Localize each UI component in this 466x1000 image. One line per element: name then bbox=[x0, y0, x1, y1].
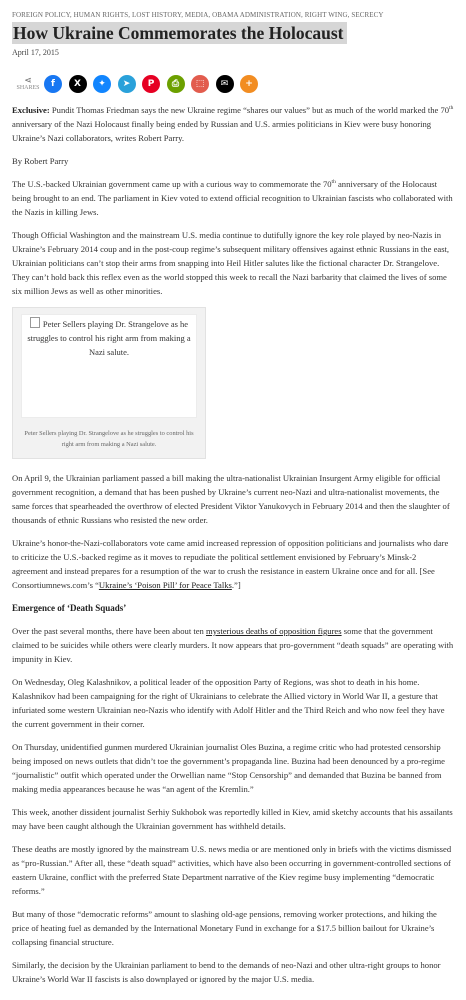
page-title: How Ukraine Commemorates the Holocaust bbox=[12, 22, 347, 44]
pdf-icon: ⬚ bbox=[195, 79, 205, 89]
paragraph: This week, another dissident journalist Serhiy Sukhobok was reportedly killed in Kiev, amid sketchy accounts that his assailants may have been caught although the Ukrainian government has withheld details. bbox=[12, 807, 453, 831]
broken-image-icon bbox=[30, 317, 40, 328]
mysterious-deaths-link[interactable]: mysterious deaths of opposition figures bbox=[206, 626, 342, 636]
share-pdf-button[interactable] bbox=[191, 75, 209, 93]
paragraph bbox=[12, 536, 454, 592]
intro-text-2: anniversary of the Nazi Holocaust finally being ended by Russian and U.S. armies politicians in Kiev were busy honoring Ukraine’s Nazi collaborators, writes Robert Parry. bbox=[12, 119, 432, 143]
email-icon: ✉ bbox=[220, 79, 229, 89]
paragraph: But many of those “democratic reforms” amount to slashing old-age pensions, removing worker protections, and hiking the price of heating fuel as demanded by the International Monetary Fund in exchange for a $17.5 billion bailout for Ukraine’s collapsing financial structure. bbox=[12, 909, 437, 947]
share-label: SHARES bbox=[16, 85, 40, 91]
category-tag-link[interactable]: HUMAN RIGHTS bbox=[73, 11, 129, 19]
category-tag-link[interactable]: MEDIA bbox=[184, 11, 209, 19]
category-tag-link[interactable]: SECRECY bbox=[351, 11, 384, 19]
x-icon: X bbox=[74, 79, 81, 89]
article-body bbox=[12, 103, 454, 986]
intro-paragraph bbox=[12, 103, 454, 145]
poison-pill-link[interactable]: Ukraine’s ‘Poison Pill’ for Peace Talks bbox=[98, 580, 232, 590]
category-tag-link[interactable]: OBAMA ADMINISTRATION bbox=[212, 11, 302, 19]
tag-separator: , bbox=[347, 11, 352, 19]
paragraph: Similarly, the decision by the Ukrainian parliament to bend to the demands of neo-Nazi and other ultra-right groups to honor Ukraine’s World War II fascists is also downplayed or ignored by the major U.S. media. bbox=[12, 960, 441, 984]
paragraph-text: Over the past several months, there have been about ten bbox=[12, 626, 207, 636]
image-caption: Peter Sellers playing Dr. Strangelove as he struggles to control his right arm from making a Nazi salute. bbox=[24, 430, 194, 448]
share-bar bbox=[12, 71, 454, 97]
telegram-icon: ➤ bbox=[122, 79, 131, 89]
more-icon: + bbox=[245, 79, 253, 89]
paragraph-text: .”] bbox=[231, 580, 241, 590]
paragraph bbox=[12, 177, 454, 219]
byline: By Robert Parry bbox=[12, 156, 69, 166]
share-buttons bbox=[44, 75, 265, 93]
share-count bbox=[12, 76, 44, 92]
share-more-button[interactable] bbox=[240, 75, 258, 93]
print-icon: ⎙ bbox=[171, 79, 180, 89]
tag-separator: , bbox=[69, 11, 74, 19]
paragraph-text: The U.S.-backed Ukrainian government came up with a curious way to commemorate the 70 bbox=[12, 179, 332, 189]
tag-separator: , bbox=[208, 11, 213, 19]
superscript: th bbox=[449, 105, 454, 112]
category-tags bbox=[12, 10, 454, 20]
paragraph bbox=[12, 624, 454, 666]
intro-text: Pundit Thomas Friedman says the new Ukraine regime “shares our values” but as much of the world marked the 70 bbox=[49, 105, 450, 115]
paragraph: On Wednesday, Oleg Kalashnikov, a political leader of the opposition Party of Regions, was shot to death in his home. Kalashnikov had been campaigning for the right of Ukrainians to celebrate the Allied victory in World War II, a gesture that infuriated some western Ukrainian neo-Nazis who identify with Adolf Hitler and the Third Reich and who now feel they have the current government in their corner. bbox=[12, 677, 445, 729]
facebook-icon: f bbox=[51, 79, 55, 89]
share-facebook-button[interactable] bbox=[44, 75, 62, 93]
superscript: th bbox=[331, 179, 336, 186]
tag-separator: , bbox=[128, 11, 132, 19]
share-telegram-button[interactable] bbox=[118, 75, 136, 93]
share-x-button[interactable] bbox=[69, 75, 87, 93]
share-email-button[interactable] bbox=[216, 75, 234, 93]
share-print-button[interactable] bbox=[167, 75, 185, 93]
paragraph-text: Ukraine’s honor-the-Nazi-collaborators vote came amid increased repression of opposition politicians and journalists who dare to criticize the U.S.-backed regime as it moves to repudiate the political settlement envisioned by February’s Minsk-2 agreement and instead prepares for a resumption of the war to crush the resistance in eastern Ukraine once and for all. [See Consortiumnews.com’s “ bbox=[12, 538, 449, 590]
paragraph-text: anniversary of the Holocaust being brought to an end. The parliament in Kiev voted to extend official recognition to Ukrainian fascists who collaborated with the Nazis in killing Jews. bbox=[12, 179, 453, 217]
paragraph: On April 9, the Ukrainian parliament passed a bill making the ultra-nationalist Ukrainian Insurgent Army eligible for official government recognition, a demand that has been pushed by Ukraine’s current neo-Nazi and ultra-nationalist movements, the same forces that spearheaded the overthrow of elected President Viktor Yanukovych in February 2014 and then the slaughter of thousands of ethnic Russians who resisted the new order. bbox=[12, 473, 450, 525]
post-date: April 17, 2015 bbox=[12, 48, 59, 57]
broken-image bbox=[21, 314, 197, 418]
share-icon: ⋖ bbox=[24, 75, 32, 85]
category-tag-link[interactable]: FOREIGN POLICY bbox=[12, 11, 70, 19]
share-pinterest-button[interactable] bbox=[142, 75, 160, 93]
category-tag-link[interactable]: LOST HISTORY bbox=[131, 11, 182, 19]
paragraph: On Thursday, unidentified gunmen murdered Ukrainian journalist Oles Buzina, a regime critic who had protested censorship being imposed on news outlets that didn’t toe the government’s propaganda line. Buzina had been denounced by a pro-regime “journalistic” outfit which operated under the Orwellian name “Stop Censorship” and demanded that Buzina be banned from making media appearances because he was “an agent of the Kremlin.” bbox=[12, 742, 445, 794]
exclusive-label: Exclusive: bbox=[12, 105, 50, 115]
paragraph-text: some that the government claimed to be suicides while others were clearly murders. It now appears that pro-government “death squads” are operating with impunity in Kiev. bbox=[12, 626, 454, 664]
share-bluesky-button[interactable] bbox=[93, 75, 111, 93]
category-tag-link[interactable]: RIGHT WING bbox=[304, 11, 348, 19]
image-figure bbox=[12, 307, 206, 459]
bluesky-icon: ✦ bbox=[98, 79, 106, 89]
paragraph: Though Official Washington and the mainstream U.S. media continue to dutifully ignore the key role played by neo-Nazis in Ukraine’s February 2014 coup and in the post-coup regime’s subsequent military offensives against ethnic Russians in the east, Ukrainian politicians can’t stop their arms from snapping into Heil Hitler salutes like the fictional character Dr. Strangelove. They can’t hold back this reflex even as the world stopped this week to recall the Nazi barbarity that claimed the lives of some six million Jews as well as other minorities. bbox=[12, 230, 450, 296]
paragraph: These deaths are mostly ignored by the mainstream U.S. news media or are mentioned only in briefs with the victims dismissed as “pro-Russian.” After all, these “death squad” activities, which have also been occurring in government-controlled sections of eastern Ukraine, conflict with the preferred State Department narrative of the Kiev regime busy implementing “democratic reforms.” bbox=[12, 844, 452, 896]
section-heading: Emergence of ‘Death Squads’ bbox=[12, 603, 127, 613]
pinterest-icon: P bbox=[147, 79, 155, 89]
tag-separator: , bbox=[181, 11, 185, 19]
tag-separator: , bbox=[301, 11, 305, 19]
image-alt-text: Peter Sellers playing Dr. Strangelove as he struggles to control his right arm from making a Nazi salute. bbox=[27, 319, 191, 357]
